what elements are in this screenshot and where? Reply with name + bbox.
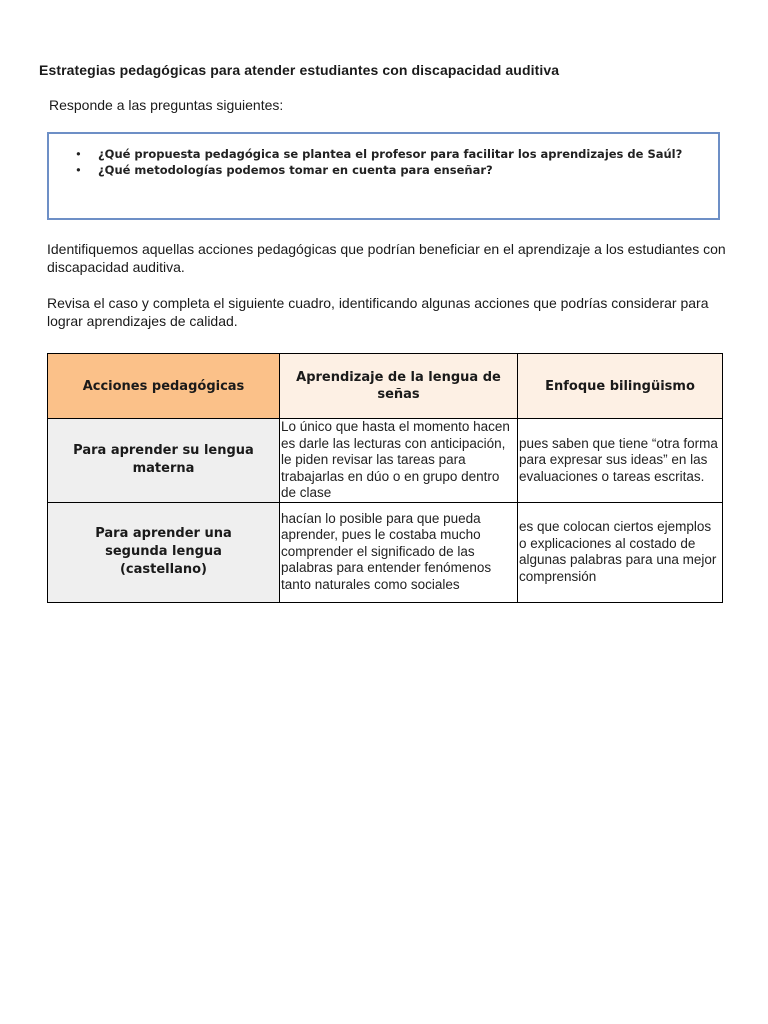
instruction-text: Responde a las preguntas siguientes: bbox=[49, 97, 284, 113]
intro-paragraph: Identifiquemos aquellas acciones pedagógicas que podrían beneficiar en el aprendizaje a los estudiantes con discapacidad auditiva. bbox=[47, 241, 726, 275]
bilingual-cell: pues saben que tiene “otra forma para expresar sus ideas” en las evaluaciones o tareas escritas. bbox=[518, 419, 723, 503]
header-sign-language: Aprendizaje de la lengua de señas bbox=[280, 354, 518, 419]
sign-language-cell: hacían lo posible para que pueda aprender, pues le costaba mucho comprender el significado de las palabras para entender fenómenos tanto naturales como sociales bbox=[280, 502, 518, 602]
bilingual-cell: es que colocan ciertos ejemplos o explicaciones al costado de algunas palabras para una mejor comprensión bbox=[518, 502, 723, 602]
questions-box bbox=[47, 132, 720, 220]
document-title: Estrategias pedagógicas para atender estudiantes con discapacidad auditiva bbox=[39, 62, 560, 78]
table-row bbox=[48, 502, 723, 602]
question-item: • ¿Qué propuesta pedagógica se plantea el profesor para facilitar los aprendizajes de Saúl? bbox=[75, 146, 695, 162]
question-item: • ¿Qué metodologías podemos tomar en cuenta para enseñar? bbox=[75, 162, 695, 178]
questions-list bbox=[75, 146, 695, 178]
header-pedagogical-actions: Acciones pedagógicas bbox=[48, 354, 280, 419]
strategies-table bbox=[47, 353, 723, 603]
sign-language-cell: Lo único que hasta el momento hacen es darle las lecturas con anticipación, le piden revisar las tareas para trabajarlas en dúo o en grupo dentro de clase bbox=[280, 419, 518, 503]
row-label: Para aprender una segunda lengua (castellano) bbox=[48, 502, 280, 602]
row-label: Para aprender su lengua materna bbox=[48, 419, 280, 503]
header-bilingual-approach: Enfoque bilingüismo bbox=[518, 354, 723, 419]
table-header-row bbox=[48, 354, 723, 419]
table-row bbox=[48, 419, 723, 503]
task-paragraph: Revisa el caso y completa el siguiente cuadro, identificando algunas acciones que podrías considerar para lograr aprendizajes de calidad. bbox=[47, 295, 709, 329]
